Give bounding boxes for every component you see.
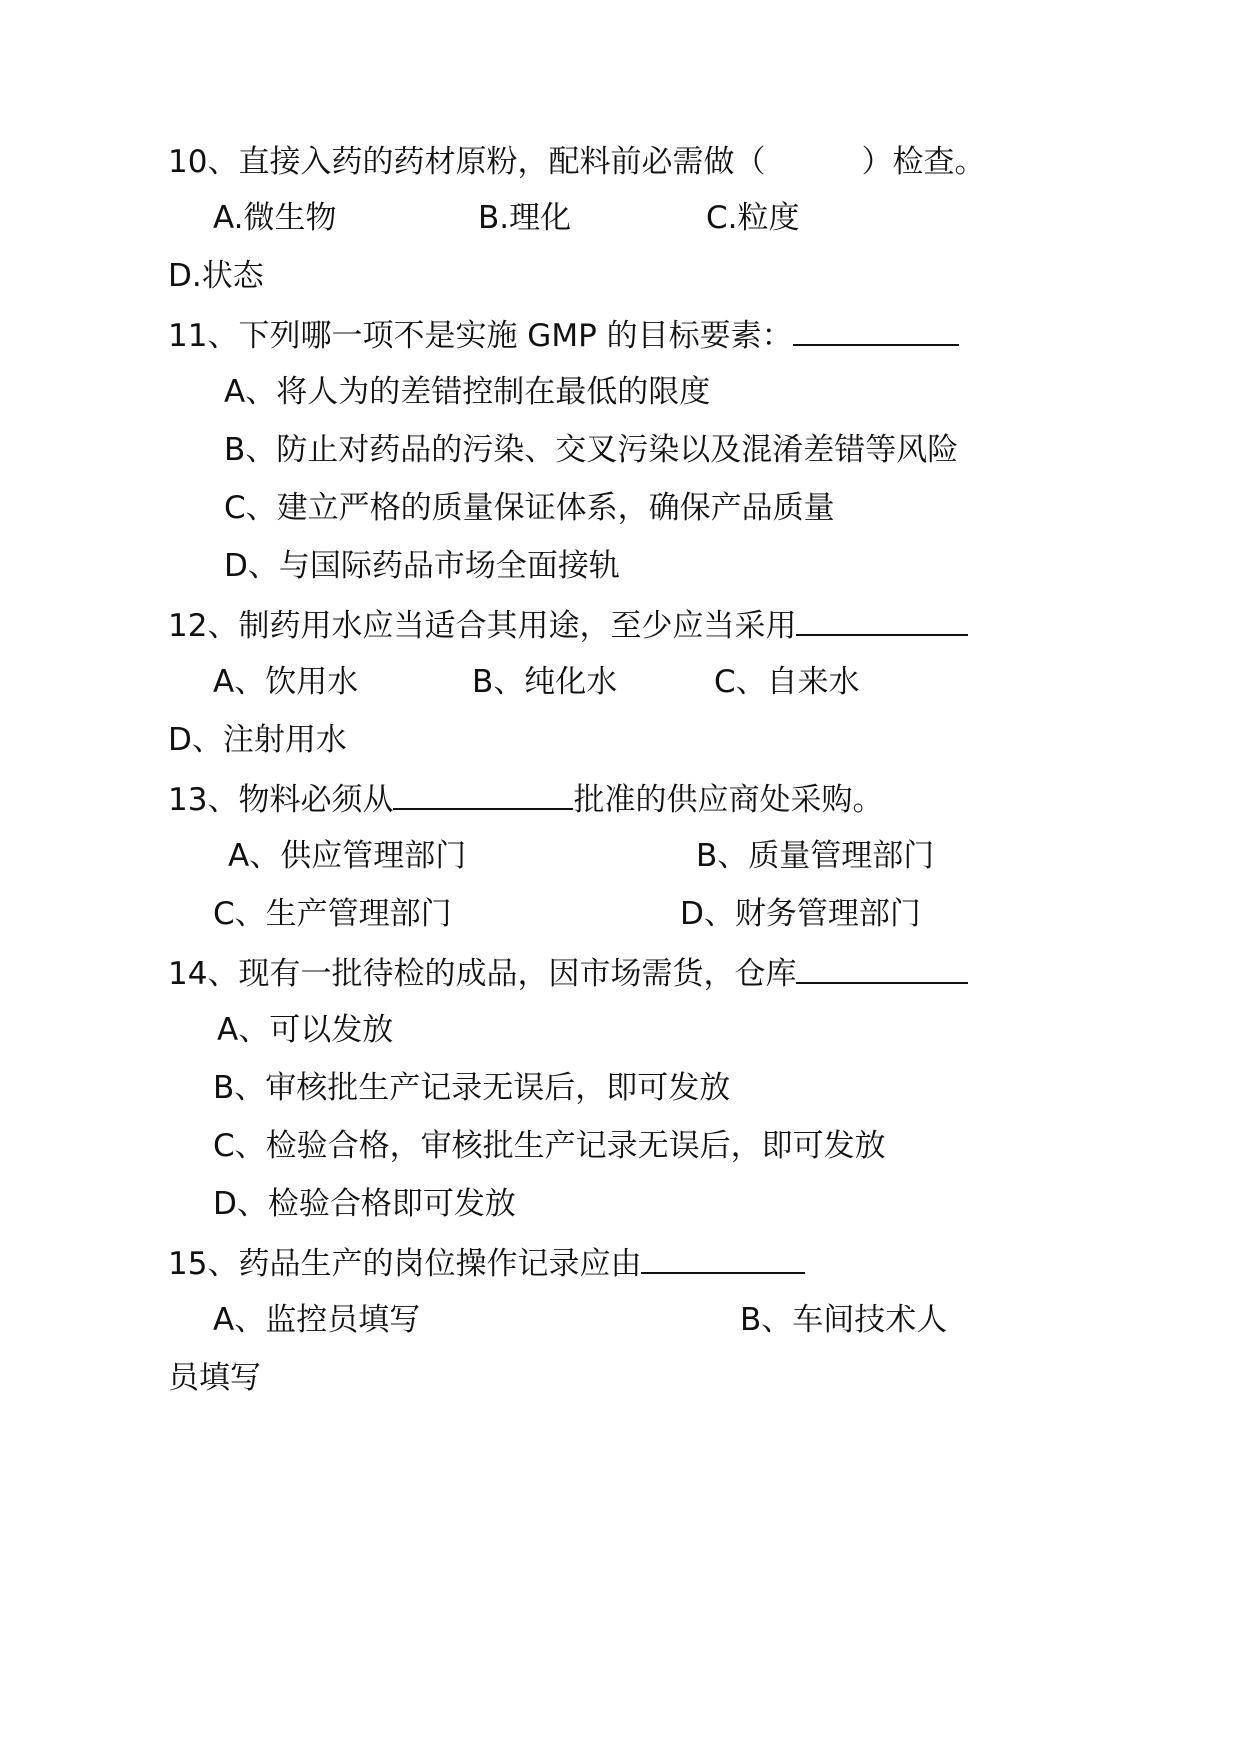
question-15 [168,1242,805,1284]
q15-option-a: A、监控员填写 [213,1302,421,1338]
question-11-text: 11、下列哪一项不是实施 GMP 的目标要素： [168,318,793,354]
answer-blank [796,952,968,984]
q14-option-a: A、可以发放 [217,1012,394,1048]
q12-option-b: B、纯化水 [472,664,618,700]
q10-option-a: A.微生物 [213,200,337,236]
q15-option-b-continued: 员填写 [168,1360,261,1396]
question-12 [168,604,968,646]
answer-blank [641,1242,805,1274]
q15-option-b: B、车间技术人 [740,1302,948,1338]
q13-option-c: C、生产管理部门 [213,896,452,932]
question-10-suffix: ）检查。 [861,144,986,180]
question-12-text: 12、制药用水应当适合其用途，至少应当采用 [168,608,797,644]
q12-option-a: A、饮用水 [213,664,359,700]
q11-option-c: C、建立严格的质量保证体系，确保产品质量 [224,490,835,526]
q12-option-d: D、注射用水 [168,722,347,758]
q10-option-d: D.状态 [168,258,264,294]
q14-option-c: C、检验合格，审核批生产记录无误后，即可发放 [213,1128,886,1164]
question-13-suffix: 批准的供应商处采购。 [573,782,884,818]
q13-option-d: D、财务管理部门 [680,896,921,932]
q13-option-b: B、质量管理部门 [696,838,935,874]
question-13-prefix: 13、物料必须从 [168,782,394,818]
q10-option-c: C.粒度 [706,200,800,236]
question-10-prefix: 10、直接入药的药材原粉，配料前必需做（ [168,144,766,180]
question-14 [168,952,968,994]
q11-option-d: D、与国际药品市场全面接轨 [224,548,620,584]
question-14-text: 14、现有一批待检的成品，因市场需货，仓库 [168,956,797,992]
q14-option-d: D、检验合格即可发放 [213,1186,516,1222]
question-13 [168,778,883,820]
answer-blank [796,604,968,636]
question-15-text: 15、药品生产的岗位操作记录应由 [168,1246,642,1282]
answer-blank [393,778,573,810]
answer-blank [793,314,959,346]
q11-option-a: A、将人为的差错控制在最低的限度 [224,374,711,410]
q14-option-b: B、审核批生产记录无误后，即可发放 [213,1070,731,1106]
q11-option-b: B、防止对药品的污染、交叉污染以及混淆差错等风险 [224,432,959,468]
question-10 [168,142,985,182]
question-11 [168,314,959,356]
q13-option-a: A、供应管理部门 [228,838,467,874]
q10-option-b: B.理化 [478,200,572,236]
q12-option-c: C、自来水 [714,664,860,700]
